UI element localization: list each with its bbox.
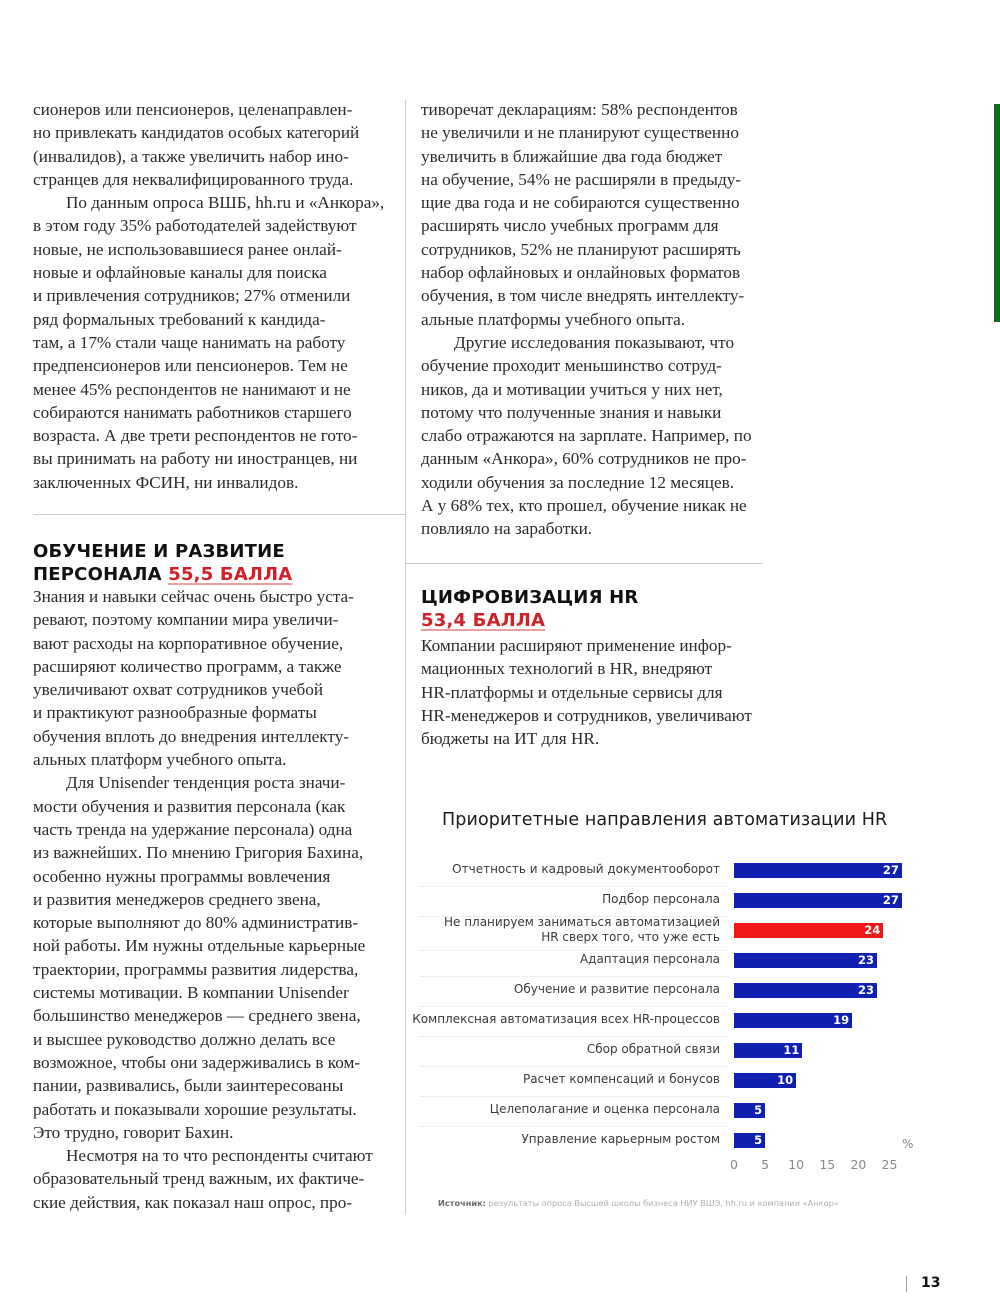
text-line: набор офлайновых и онлайновых форматов <box>421 263 741 283</box>
text-line: пании, развивались, были заинтересованы <box>33 1076 344 1096</box>
bar <box>734 1043 802 1058</box>
category-label: Комплексная автоматизация всех HR-процессов <box>412 1012 720 1026</box>
section-divider-right <box>405 563 762 564</box>
chart-row <box>420 1042 920 1072</box>
text-line: По данным опроса ВШБ, hh.ru и «Анкора», <box>66 193 385 213</box>
text-line: Знания и навыки сейчас очень быстро уста- <box>33 587 354 606</box>
text-line: Это трудно, говорит Бахин. <box>33 1122 234 1142</box>
text-line: вы принимать на работу ни иностранцев, ни <box>33 449 358 469</box>
x-tick-label: 10 <box>788 1157 805 1172</box>
bar <box>734 1013 852 1028</box>
chart-source-note <box>438 1198 839 1208</box>
row-separator <box>420 976 730 977</box>
bar-value-label: 27 <box>882 863 899 877</box>
bar <box>734 893 902 908</box>
bar <box>734 923 883 938</box>
category-label: Управление карьерным ростом <box>521 1132 720 1146</box>
left-column-top-text <box>33 98 403 494</box>
text-line: щие два года и не собираются существенно <box>421 193 740 213</box>
chart-row <box>420 1072 920 1102</box>
score-badge: 55,5 БАЛЛА <box>168 564 293 585</box>
chart-row <box>420 862 920 892</box>
bar-value-label: 23 <box>858 953 875 967</box>
text-line: Несмотря на то что респонденты считают <box>66 1146 373 1166</box>
source-label: Источник: <box>438 1198 486 1208</box>
row-separator <box>420 886 730 887</box>
text-line: обучения вплоть до внедрения интеллекту- <box>33 726 350 746</box>
text-line: ников, да и мотивации учиться у них нет, <box>421 379 723 399</box>
bar <box>734 1073 796 1088</box>
bar-value-label: 23 <box>858 983 875 997</box>
x-tick-label: 5 <box>761 1157 770 1172</box>
chart-row <box>420 1102 920 1132</box>
row-separator <box>420 950 730 951</box>
text-line: на обучение, 54% не расширяли в предыду- <box>421 169 742 189</box>
bar-value-label: 11 <box>783 1043 800 1057</box>
text-line: Другие исследования показывают, что <box>454 332 735 352</box>
section-heading-training <box>33 540 292 586</box>
text-line: альных платформ учебного опыта. <box>33 750 287 770</box>
x-tick-label: 20 <box>850 1157 867 1172</box>
text-line: в этом году 35% работодателей задействуют <box>33 216 357 236</box>
bar <box>734 953 877 968</box>
text-line: большинство менеджеров — среднего звена, <box>33 1006 361 1026</box>
category-label: Сбор обратной связи <box>586 1042 720 1056</box>
page-number: 13 <box>921 1275 941 1291</box>
heading-line-1: ОБУЧЕНИЕ И РАЗВИТИЕ <box>33 541 285 562</box>
text-line: ряд формальных требований к кандида- <box>33 309 326 329</box>
text-line: менее 45% респондентов не нанимают и не <box>33 379 351 399</box>
section-color-tab <box>994 104 1000 322</box>
text-line: расширять число учебных программ для <box>421 216 719 236</box>
text-line: из важнейших. По мнению Григория Бахина, <box>33 843 364 863</box>
text-line: образовательный тренд важным, их фактиче- <box>33 1169 365 1189</box>
text-line: часть тренда на удержание персонала) одна <box>33 819 353 839</box>
text-line: увеличивают охват сотрудников учебой <box>33 680 324 700</box>
heading-line-2: ПЕРСОНАЛА <box>33 564 162 585</box>
text-line: ной работы. Им нужны отдельные карьерные <box>33 936 366 956</box>
text-line: обучения, в том числе внедрять интеллекту- <box>421 286 745 306</box>
category-label: Не планируем заниматься автоматизацией HR сверх того, что уже есть <box>443 915 720 944</box>
text-line: которые выполняют до 80% административ- <box>33 913 359 933</box>
x-tick-label: 25 <box>881 1157 898 1172</box>
text-line: сионеров или пенсионеров, целенаправлен- <box>33 100 353 119</box>
chart-row <box>420 952 920 982</box>
text-line: новые и офлайновые каналы для поиска <box>33 263 327 283</box>
text-line: и практикуют разнообразные форматы <box>33 703 317 723</box>
text-line: мационных технологий в HR, внедряют <box>421 659 713 679</box>
chart-row <box>420 1132 920 1162</box>
text-line: вают расходы на корпоративное обучение, <box>33 633 344 653</box>
text-line: новые, не использовавшиеся ранее онлай- <box>33 239 342 259</box>
bar-value-label: 24 <box>864 923 881 937</box>
text-line: Для Unisender тенденция роста значи- <box>66 773 346 793</box>
text-line: данным «Анкора», 60% сотрудников не про- <box>421 449 747 469</box>
text-line: Компании расширяют применение инфор- <box>421 636 732 655</box>
bar-value-label: 5 <box>754 1103 763 1117</box>
text-line: обучение проходит меньшинство сотруд- <box>421 356 722 376</box>
text-line: предпенсионеров или пенсионеров. Тем не <box>33 356 348 376</box>
text-line: А у 68% тех, кто прошел, обучение никак не <box>421 496 747 516</box>
bar-value-label: 19 <box>833 1013 850 1027</box>
text-line: возраста. А две трети респондентов не гото- <box>33 426 358 446</box>
text-line: там, а 17% стали чаще нанимать на работу <box>33 332 346 352</box>
text-line: мости обучения и развития персонала (как <box>33 796 346 816</box>
category-label: Обучение и развитие персонала <box>513 982 720 996</box>
section-heading-digitalization <box>421 586 638 632</box>
text-line: заключенных ФСИН, ни инвалидов. <box>33 472 299 492</box>
axis-unit-label: % <box>902 1137 914 1151</box>
chart-title: Приоритетные направления автоматизации HR <box>442 810 888 830</box>
category-label: Отчетность и кадровый документооборот <box>452 862 720 876</box>
text-line: системы мотивации. В компании Unisender <box>33 983 349 1003</box>
text-line: траектории, программы развития лидерства, <box>33 959 359 979</box>
text-line: ские действия, как показал наш опрос, про- <box>33 1192 353 1212</box>
text-line: но привлекать кандидатов особых категорий <box>33 123 360 143</box>
text-line: HR-менеджеров и сотрудников, увеличивают <box>421 705 752 725</box>
row-separator <box>420 1096 730 1097</box>
text-line: слабо отражаются на зарплате. Например, по <box>421 426 752 446</box>
category-label: Адаптация персонала <box>579 952 720 966</box>
category-label: Подбор персонала <box>602 892 720 906</box>
text-line: странцев для неквалифицированного труда. <box>33 169 354 189</box>
bar <box>734 1103 765 1118</box>
right-column-bottom-text <box>421 634 791 750</box>
right-column-top-text <box>421 98 791 541</box>
source-text: результаты опроса Высшей школы бизнеса НИУ ВШЭ, hh.ru и компании «Анкор» <box>485 1198 839 1208</box>
bar <box>734 983 877 998</box>
x-tick-label: 15 <box>819 1157 836 1172</box>
text-line: тиворечат декларациям: 58% респондентов <box>421 100 738 119</box>
text-line: альные платформы учебного опыта. <box>421 309 686 329</box>
bar-value-label: 27 <box>882 893 899 907</box>
chart-row <box>412 1012 920 1042</box>
x-tick-label: 0 <box>730 1157 738 1172</box>
text-line: и развития менеджеров среднего звена, <box>33 889 321 909</box>
text-line: и высшее руководство должно делать все <box>33 1029 336 1049</box>
score-badge: 53,4 БАЛЛА <box>421 610 546 631</box>
text-line: повлияло на заработки. <box>421 519 593 539</box>
bar-value-label: 5 <box>754 1133 763 1147</box>
text-line: собираются нанимать работников старшего <box>33 402 352 422</box>
bar-value-label: 10 <box>777 1073 794 1087</box>
left-column-bottom-text <box>33 585 403 1214</box>
row-separator <box>420 1126 730 1127</box>
text-line: HR-платформы и отдельные сервисы для <box>421 682 723 702</box>
text-line: возможное, чтобы они задерживались в ком- <box>33 1052 361 1072</box>
text-line: ходили обучения за последние 12 месяцев. <box>421 472 734 492</box>
row-separator <box>420 1036 730 1037</box>
text-line: особенно нужны программы вовлечения <box>33 866 331 886</box>
text-line: и привлечения сотрудников; 27% отменили <box>33 286 351 306</box>
chart-row <box>420 915 920 948</box>
text-line: ревают, поэтому компании мира увеличи- <box>33 610 339 630</box>
row-separator <box>420 1066 730 1067</box>
text-line: сотрудников, 52% не планируют расширять <box>421 239 741 259</box>
bar <box>734 1133 765 1148</box>
bar <box>734 863 902 878</box>
chart-row <box>420 982 920 1012</box>
hr-automation-bar-chart <box>412 800 920 1220</box>
category-label: Расчет компенсаций и бонусов <box>522 1072 720 1086</box>
page-number-separator <box>906 1276 907 1292</box>
text-line: не увеличили и не планируют существенно <box>421 123 739 143</box>
text-line: потому что полученные знания и навыки <box>421 402 722 422</box>
heading-line-1: ЦИФРОВИЗАЦИЯ HR <box>421 587 639 608</box>
text-line: бюджеты на ИТ для HR. <box>421 729 600 749</box>
row-separator <box>420 1006 730 1007</box>
text-line: (инвалидов), а также увеличить набор ино- <box>33 146 349 166</box>
text-line: увеличить в ближайшие два года бюджет <box>421 146 723 166</box>
text-line: расширяют количество программ, а также <box>33 656 342 676</box>
column-divider <box>405 100 406 1215</box>
category-label: Целеполагание и оценка персонала <box>489 1102 720 1116</box>
section-divider-left <box>33 514 405 515</box>
text-line: работать и показывали хорошие результаты. <box>33 1099 357 1119</box>
